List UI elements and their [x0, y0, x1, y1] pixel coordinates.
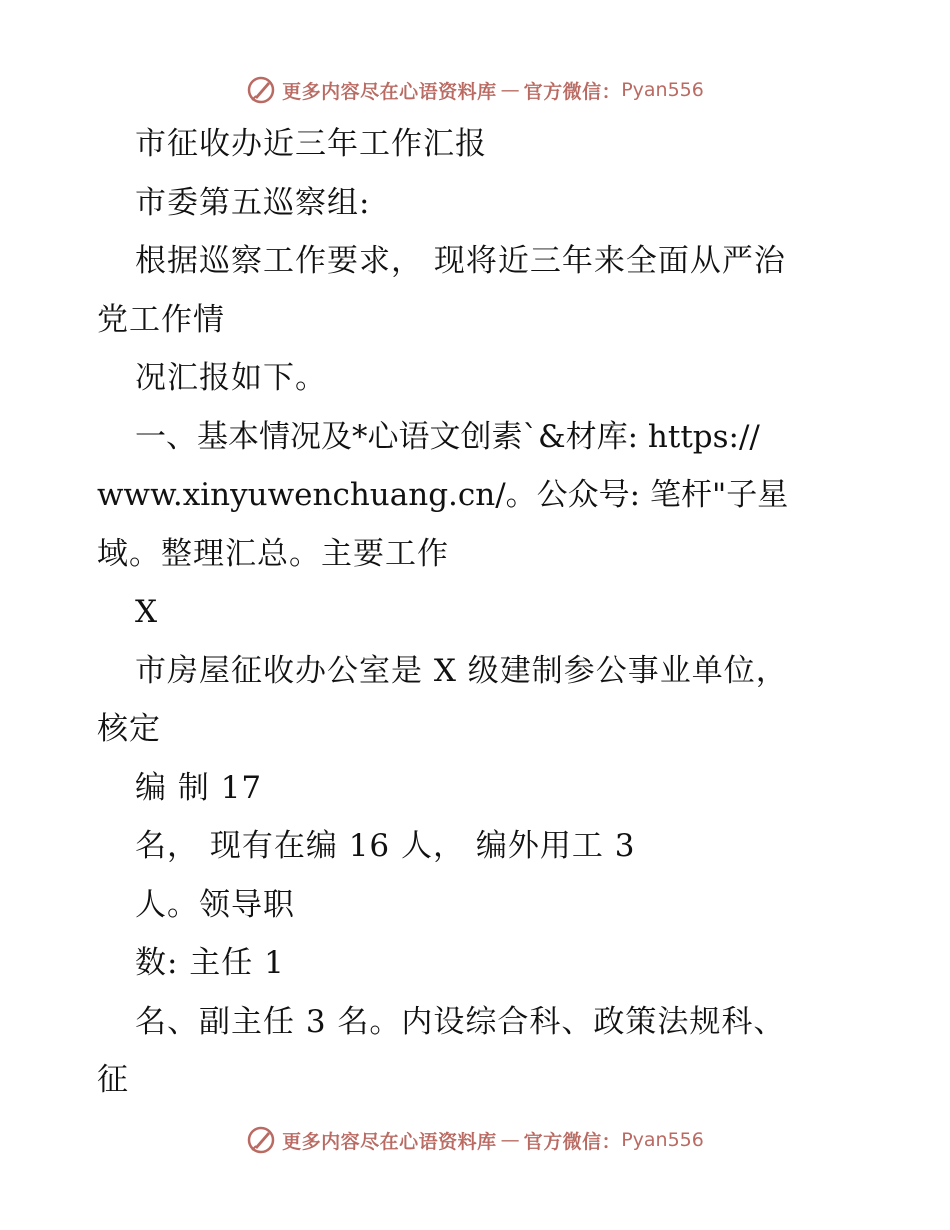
paragraph-line: X [135, 594, 159, 630]
paragraph-line: 人。领导职 [135, 886, 295, 923]
paragraph-line: 党工作情 [97, 301, 225, 338]
paragraph-line: 根据巡察工作要求， 现将近三年来全面从严治 [135, 243, 786, 279]
paragraph-line: 域。整理汇总。主要工作 [97, 535, 449, 572]
watermark-label: 官方微信： [523, 1130, 622, 1153]
paragraph-line: www.xinyuwenchuang.cn/。公众号: 笔杆"子星 [97, 477, 789, 513]
watermark-dash: — [500, 1129, 520, 1151]
paragraph-line: 况汇报如下。 [135, 360, 327, 396]
paragraph-line: 名， 现有在编 16 人， 编外用工 3 [135, 828, 636, 864]
quill-circle-icon [246, 75, 276, 105]
paragraph-line: 编 制 17 [135, 769, 263, 806]
addressee-line: 市委第五巡察组: [135, 184, 371, 221]
paragraph-line: 市房屋征收办公室是 X 级建制参公事业单位， [135, 652, 788, 689]
watermark-text: 更多内容尽在心语资料库 [282, 1130, 497, 1153]
watermark-footer [0, 1120, 950, 1160]
document-body [97, 115, 842, 1110]
watermark-header [0, 70, 950, 110]
section-heading-line: 一、基本情况及*心语文创素`&材库: https:// [135, 418, 760, 455]
watermark-text: 更多内容尽在心语资料库 [282, 80, 497, 103]
paragraph-line: 核定 [97, 711, 161, 747]
quill-circle-icon [246, 1125, 276, 1155]
watermark-dash: — [500, 79, 520, 101]
watermark-account: Pyan556 [621, 1129, 704, 1151]
paragraph-line: 数: 主任 1 [135, 945, 285, 981]
watermark-label: 官方微信： [523, 80, 622, 103]
paragraph-line: 征 [97, 1062, 129, 1098]
watermark-account: Pyan556 [621, 79, 704, 101]
paragraph-line: 名、副主任 3 名。内设综合科、政策法规科、 [135, 1003, 786, 1040]
document-title: 市征收办近三年工作汇报 [135, 126, 487, 162]
